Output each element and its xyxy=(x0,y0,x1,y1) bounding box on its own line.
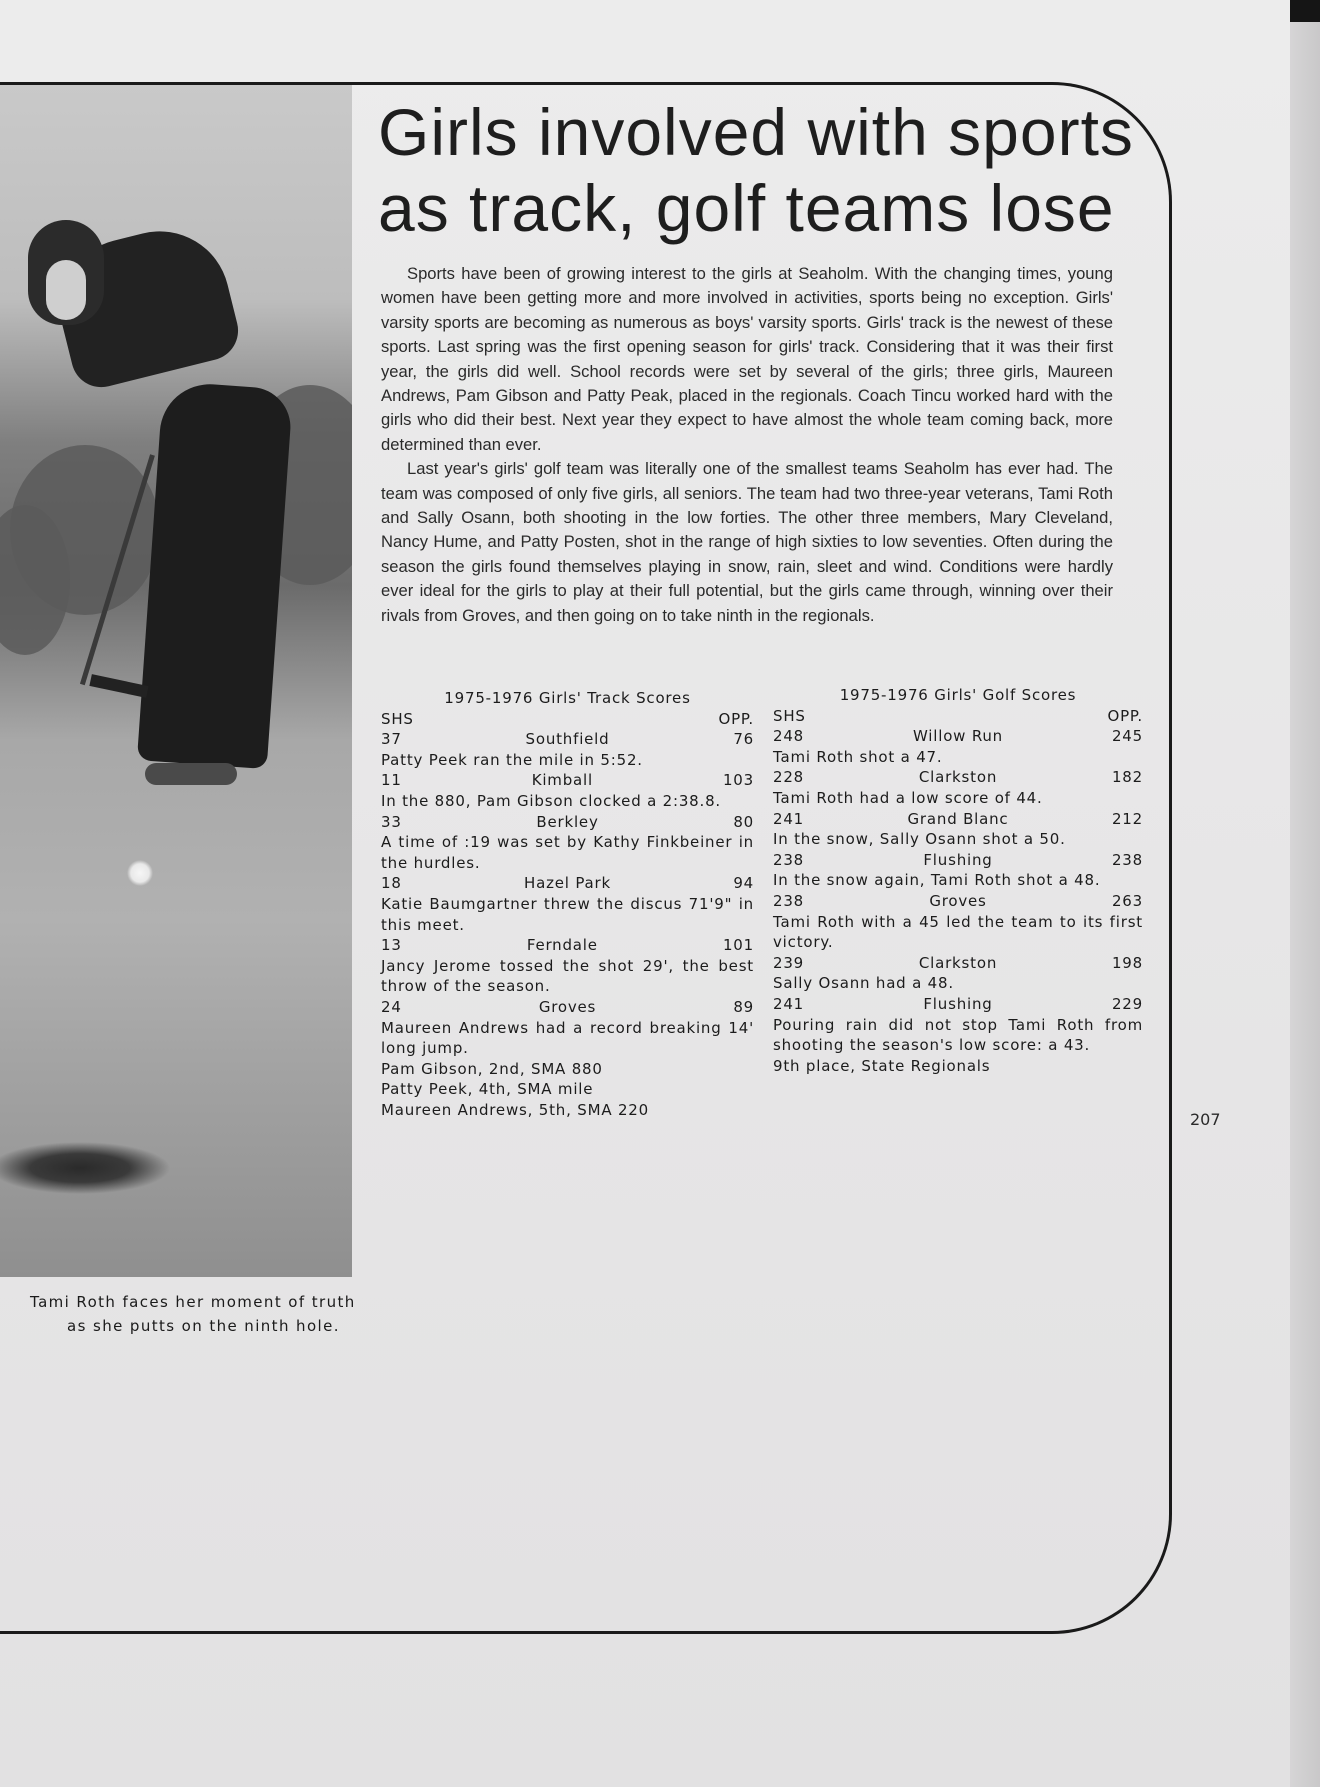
track-meet-row xyxy=(381,935,754,956)
track-summary-line: Maureen Andrews, 5th, SMA 220 xyxy=(381,1100,649,1119)
opponent-name: Clarkston xyxy=(918,768,998,787)
home-score: 13 xyxy=(381,936,402,955)
track-meet-row xyxy=(381,873,754,894)
corner-mark xyxy=(1290,0,1320,22)
opponent-header: OPP. xyxy=(1107,706,1143,725)
headline xyxy=(378,94,1138,246)
opponent-score: 238 xyxy=(1111,850,1143,869)
home-score: 24 xyxy=(381,997,402,1016)
home-score: 248 xyxy=(773,727,805,746)
golfer-legs xyxy=(137,381,293,769)
track-meet-note: Patty Peek ran the mile in 5:52. xyxy=(381,750,643,769)
track-summary-line: Pam Gibson, 2nd, SMA 880 xyxy=(381,1059,603,1078)
track-meet-note: Maureen Andrews had a record breaking 14' long jump. xyxy=(381,1018,754,1058)
track-summary-line: Patty Peek, 4th, SMA mile xyxy=(381,1080,594,1099)
opponent-score: 101 xyxy=(722,936,754,955)
opponent-name: Southfield xyxy=(525,730,610,749)
opponent-name: Clarkston xyxy=(918,953,998,972)
home-score: 18 xyxy=(381,874,402,893)
golf-match-row xyxy=(773,767,1143,788)
article-body xyxy=(381,262,1113,628)
golfer-face xyxy=(46,260,86,320)
opponent-score: 245 xyxy=(1111,727,1143,746)
opponent-name: Flushing xyxy=(923,850,993,869)
opponent-score: 263 xyxy=(1111,891,1143,910)
page-number: 207 xyxy=(1190,1110,1221,1129)
opponent-score: 89 xyxy=(733,997,754,1016)
home-header: SHS xyxy=(773,706,806,725)
golf-match-row xyxy=(773,809,1143,830)
golf-scores xyxy=(773,685,1143,1076)
home-header: SHS xyxy=(381,709,414,728)
golf-match-row xyxy=(773,994,1143,1015)
opponent-name: Groves xyxy=(929,891,987,910)
golf-match-row xyxy=(773,891,1143,912)
track-meet-row xyxy=(381,997,754,1018)
golf-match-note: Pouring rain did not stop Tami Roth from shooting the season's low score: a 43. xyxy=(773,1015,1143,1055)
opponent-name: Willow Run xyxy=(913,727,1003,746)
headline-line: as track, golf teams lose xyxy=(378,171,1115,245)
opponent-score: 198 xyxy=(1111,953,1143,972)
putter-head xyxy=(89,674,148,698)
page-edge xyxy=(1290,0,1320,1787)
opponent-score: 212 xyxy=(1111,809,1143,828)
home-score: 11 xyxy=(381,771,402,790)
opponent-score: 80 xyxy=(733,812,754,831)
caption-line: Tami Roth faces her moment of truth xyxy=(30,1293,356,1311)
track-meet-note: A time of :19 was set by Kathy Finkbeiner in the hurdles. xyxy=(381,833,754,872)
opponent-score: 103 xyxy=(722,771,754,790)
opponent-score: 182 xyxy=(1111,768,1143,787)
golf-summary-line: 9th place, State Regionals xyxy=(773,1056,991,1075)
track-meet-note: Jancy Jerome tossed the shot 29', the best throw of the season. xyxy=(381,956,754,996)
photo-caption xyxy=(30,1290,370,1338)
caption-line: as she putts on the ninth hole. xyxy=(67,1317,340,1335)
track-meet-row xyxy=(381,770,754,791)
golf-match-note: Tami Roth had a low score of 44. xyxy=(773,788,1043,807)
opponent-name: Kimball xyxy=(531,771,593,790)
golf-match-note: Tami Roth with a 45 led the team to its first victory. xyxy=(773,912,1143,952)
track-meet-row xyxy=(381,812,754,833)
golf-match-row xyxy=(773,726,1143,747)
opponent-name: Grand Blanc xyxy=(907,809,1009,828)
golfer-shoe xyxy=(145,763,237,785)
golf-header-row xyxy=(773,706,1143,727)
golf-match-note: In the snow, Sally Osann shot a 50. xyxy=(773,830,1066,849)
track-scores xyxy=(381,688,754,1120)
opponent-name: Hazel Park xyxy=(524,874,611,893)
track-meet-note: In the 880, Pam Gibson clocked a 2:38.8. xyxy=(381,791,722,810)
opponent-name: Flushing xyxy=(923,994,993,1013)
golf-match-note: Sally Osann had a 48. xyxy=(773,974,954,993)
home-score: 239 xyxy=(773,953,805,972)
golf-scores-title: 1975-1976 Girls' Golf Scores xyxy=(839,686,1077,704)
opponent-score: 76 xyxy=(733,730,754,749)
home-score: 37 xyxy=(381,730,402,749)
headline-line: Girls involved with sports xyxy=(378,95,1134,169)
home-score: 238 xyxy=(773,891,805,910)
track-header-row xyxy=(381,709,754,730)
home-score: 33 xyxy=(381,812,402,831)
golf-photo xyxy=(0,85,352,1277)
home-score: 228 xyxy=(773,768,805,787)
opponent-score: 229 xyxy=(1111,994,1143,1013)
opponent-name: Groves xyxy=(538,997,597,1016)
opponent-score: 94 xyxy=(733,874,754,893)
opponent-name: Ferndale xyxy=(526,936,598,955)
opponent-header: OPP. xyxy=(718,709,754,728)
golf-match-row xyxy=(773,953,1143,974)
track-scores-title: 1975-1976 Girls' Track Scores xyxy=(444,689,691,707)
home-score: 241 xyxy=(773,994,805,1013)
golf-match-note: In the snow again, Tami Roth shot a 48. xyxy=(773,871,1101,890)
home-score: 241 xyxy=(773,809,805,828)
paragraph-golf: Last year's girls' golf team was literally one of the smallest teams Seaholm has ever had. The team was composed of only five girls, all seniors. The team had two three-year veterans, Tami Roth and Sally Osann, both shooting in the low forties. The other three members, Mary Cleveland, Nancy Hume, and Patty Posten, shot in the range of high sixties to low seventies. Often during the season the girls found themselves playing in snow, rain, sleet and wind. Conditions were hardly ever ideal for the girls to play at their full potential, but the girls came through, winning over their rivals from Groves, and then going on to take ninth in the regionals. xyxy=(381,459,1113,625)
paragraph-track: Sports have been of growing interest to the girls at Seaholm. With the changing times, young women have been getting more and more involved in activities, sports being no exception. Girls' varsity sports are becoming as numerous as boys' varsity sports. Girls' track is the newest of these sports. Last spring was the first opening season for girls' track. Considering that it was their first year, the girls did well. School records were set by several of the girls; three girls, Maureen Andrews, Pam Gibson and Patty Peak, placed in the regionals. Coach Tincu worked hard with the girls who did their best. Next year they expect to have almost the whole team coming back, more determined than ever. xyxy=(381,264,1113,454)
golf-match-row xyxy=(773,850,1143,871)
opponent-name: Berkley xyxy=(536,812,599,831)
golf-match-note: Tami Roth shot a 47. xyxy=(773,747,943,766)
track-meet-row xyxy=(381,729,754,750)
home-score: 238 xyxy=(773,850,805,869)
track-meet-note: Katie Baumgartner threw the discus 71'9" in this meet. xyxy=(381,894,754,934)
